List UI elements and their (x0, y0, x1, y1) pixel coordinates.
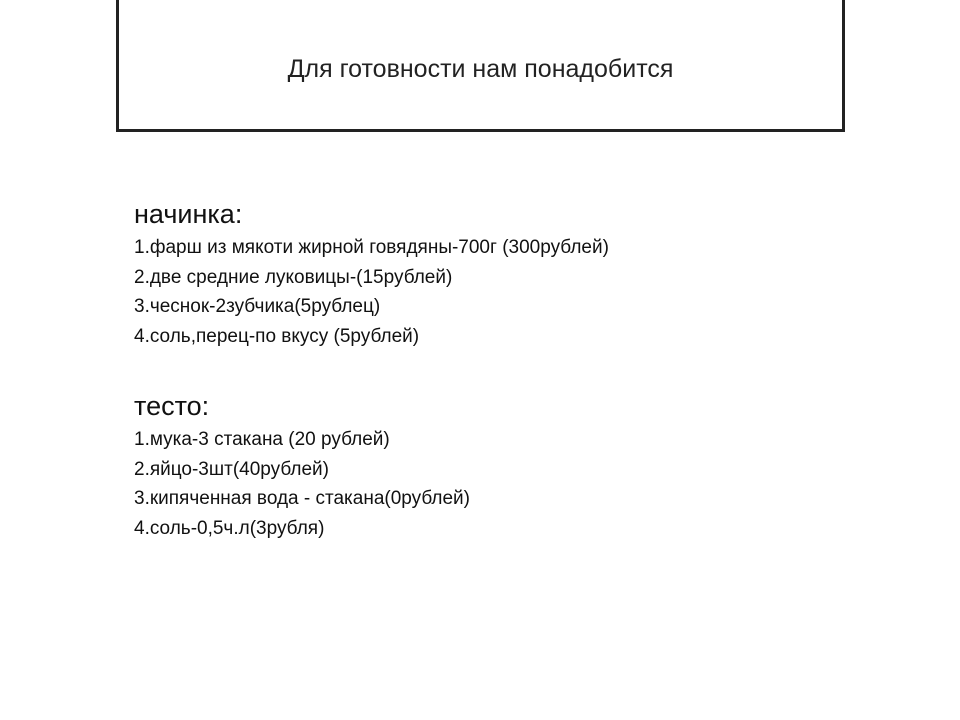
filling-heading: начинка: (134, 199, 243, 229)
dough-section (134, 389, 470, 543)
dough-item-1: 1.мука-3 стакана (20 рублей) (134, 429, 390, 450)
filling-item-1: 1.фарш из мякоти жирной говядяны-700г (300рублей) (134, 237, 609, 258)
title-box (116, 0, 845, 132)
filling-item-4: 4.соль,перец-по вкусу (5рублей) (134, 325, 420, 347)
filling-section (134, 197, 609, 351)
filling-item-3: 3.чеснок-2зубчика(5рублец) (134, 296, 381, 317)
dough-item-3: 3.кипяченная вода - стакана(0рублей) (134, 488, 470, 509)
slide-title: Для готовности нам понадобится (287, 55, 674, 83)
filling-item-2: 2.две средние луковицы-(15рублей) (134, 266, 453, 288)
dough-heading: тесто: (134, 391, 210, 421)
dough-item-4: 4.соль-0,5ч.л(3рубля) (134, 517, 325, 539)
dough-item-2: 2.яйцо-3шт(40рублей) (134, 458, 329, 480)
